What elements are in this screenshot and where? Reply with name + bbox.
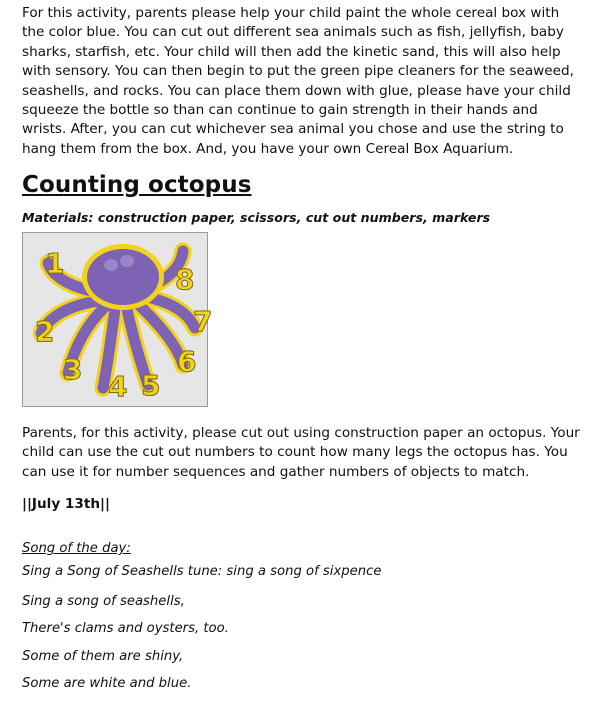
song-line: Some of them are shiny, (22, 649, 184, 664)
octopus-illustration (23, 233, 213, 408)
materials-list: Materials: construction paper, scissors, cut out numbers, markers (22, 210, 491, 225)
activity-instructions: For this activity, parents please help your child paint the whole cereal box with the color blue. You can cut out different sea animals such as fish, jellyfish, baby sharks, starfish, etc. Your child will then add the kinetic sand, this will also help with sensory. You can then begin to put the green pipe cleaners for the seaweed, seashells, and rocks. You can place them down with glue, please have your child squeeze the bottle so than can continue to gain strength in their hands and wrists. After, you can cut whichever sea animal you chose and use the string to hang them from the box. And, you have your own Cereal Box Aquarium. (22, 5, 574, 157)
octopus-eye (104, 259, 118, 271)
octopus-number: 2 (35, 315, 55, 348)
song-title: Song of the day: (22, 541, 131, 556)
song-line: Some are white and blue. (22, 676, 192, 691)
octopus-eye (120, 255, 134, 267)
activity-description: Parents, for this activity, please cut out using construction paper an octopus. Your child can use the cut out numbers to count how many legs the octopus has. You can use it for number sequences and gather numbers of objects to match. (22, 425, 580, 480)
section-heading: Counting octopus (22, 172, 252, 198)
octopus-number: 6 (177, 345, 197, 378)
song-line: Sing a Song of Seashells tune: sing a song of sixpence (22, 564, 382, 579)
date-heading: ||July 13th|| (22, 496, 110, 512)
octopus-number: 4 (108, 370, 128, 403)
song-line: Sing a song of seashells, (22, 594, 185, 609)
octopus-number: 5 (141, 369, 161, 402)
octopus-number: 7 (193, 305, 213, 338)
octopus-number: 3 (63, 353, 83, 386)
song-line: There's clams and oysters, too. (22, 621, 229, 636)
octopus-photo (22, 232, 213, 407)
octopus-number: 1 (45, 247, 65, 280)
octopus-number: 8 (175, 263, 195, 296)
